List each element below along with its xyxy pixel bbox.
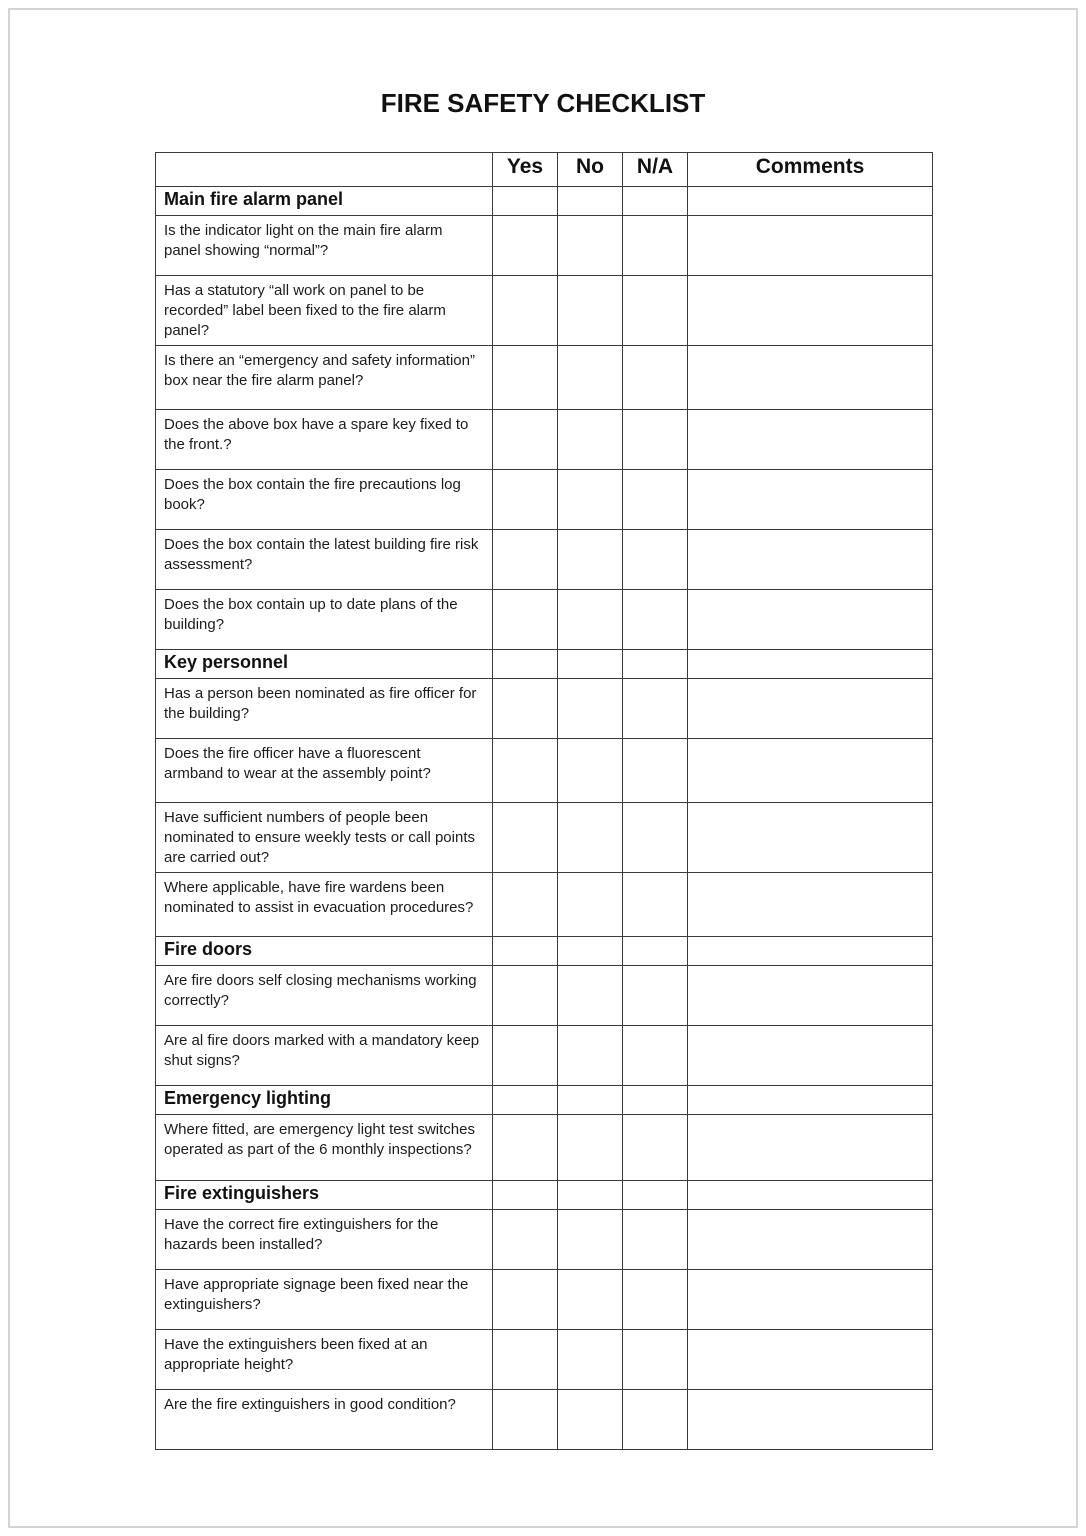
yes-cell (493, 1115, 558, 1181)
question-text: Is the indicator light on the main fire alarm panel showing “normal”? (156, 216, 493, 276)
na-cell (623, 873, 688, 937)
column-header-no: No (558, 153, 623, 187)
yes-cell (493, 1026, 558, 1086)
no-cell (558, 216, 623, 276)
no-cell (558, 739, 623, 803)
table-row (156, 739, 933, 803)
question-text: Has a person been nominated as fire officer for the building? (156, 679, 493, 739)
no-cell (558, 470, 623, 530)
yes-cell (493, 1181, 558, 1210)
comments-cell (688, 1270, 933, 1330)
yes-cell (493, 1330, 558, 1390)
comments-cell (688, 679, 933, 739)
table-row (156, 966, 933, 1026)
question-text: Where fitted, are emergency light test switches operated as part of the 6 monthly inspections? (156, 1115, 493, 1181)
yes-cell (493, 739, 558, 803)
section-header-row (156, 187, 933, 216)
na-cell (623, 346, 688, 410)
no-cell (558, 187, 623, 216)
table-row (156, 276, 933, 346)
question-text: Does the box contain the latest building fire risk assessment? (156, 530, 493, 590)
na-cell (623, 1210, 688, 1270)
column-header-comments: Comments (688, 153, 933, 187)
na-cell (623, 1115, 688, 1181)
table-row (156, 470, 933, 530)
table-row (156, 1026, 933, 1086)
section-title: Fire extinguishers (156, 1181, 493, 1210)
no-cell (558, 650, 623, 679)
table-row (156, 679, 933, 739)
no-cell (558, 1181, 623, 1210)
comments-cell (688, 276, 933, 346)
question-text: Does the box contain the fire precautions log book? (156, 470, 493, 530)
na-cell (623, 1181, 688, 1210)
yes-cell (493, 530, 558, 590)
na-cell (623, 1026, 688, 1086)
section-header-row (156, 650, 933, 679)
no-cell (558, 803, 623, 873)
no-cell (558, 1330, 623, 1390)
question-text: Have the extinguishers been fixed at an appropriate height? (156, 1330, 493, 1390)
page-title: FIRE SAFETY CHECKLIST (380, 88, 706, 118)
no-cell (558, 530, 623, 590)
question-text: Have the correct fire extinguishers for the hazards been installed? (156, 1210, 493, 1270)
yes-cell (493, 966, 558, 1026)
question-text: Is there an “emergency and safety information” box near the fire alarm panel? (156, 346, 493, 410)
na-cell (623, 803, 688, 873)
na-cell (623, 1270, 688, 1330)
comments-cell (688, 1330, 933, 1390)
yes-cell (493, 1270, 558, 1330)
yes-cell (493, 187, 558, 216)
table-row (156, 530, 933, 590)
comments-cell (688, 1210, 933, 1270)
yes-cell (493, 937, 558, 966)
comments-cell (688, 650, 933, 679)
section-title: Main fire alarm panel (156, 187, 493, 216)
table-header-row (156, 153, 933, 187)
comments-cell (688, 739, 933, 803)
yes-cell (493, 650, 558, 679)
column-header-question (156, 153, 493, 187)
no-cell (558, 276, 623, 346)
table-row (156, 1330, 933, 1390)
no-cell (558, 679, 623, 739)
comments-cell (688, 873, 933, 937)
no-cell (558, 1210, 623, 1270)
yes-cell (493, 803, 558, 873)
comments-cell (688, 937, 933, 966)
no-cell (558, 1026, 623, 1086)
yes-cell (493, 1210, 558, 1270)
comments-cell (688, 1115, 933, 1181)
na-cell (623, 1330, 688, 1390)
question-text: Does the above box have a spare key fixed to the front.? (156, 410, 493, 470)
table-row (156, 803, 933, 873)
yes-cell (493, 679, 558, 739)
column-header-yes: Yes (493, 153, 558, 187)
comments-cell (688, 530, 933, 590)
checklist-table (155, 152, 933, 1450)
na-cell (623, 187, 688, 216)
yes-cell (493, 1390, 558, 1450)
na-cell (623, 530, 688, 590)
column-header-na: N/A (623, 153, 688, 187)
na-cell (623, 966, 688, 1026)
table-row (156, 873, 933, 937)
yes-cell (493, 410, 558, 470)
no-cell (558, 410, 623, 470)
na-cell (623, 739, 688, 803)
na-cell (623, 650, 688, 679)
no-cell (558, 590, 623, 650)
no-cell (558, 1270, 623, 1330)
no-cell (558, 346, 623, 410)
no-cell (558, 1086, 623, 1115)
section-header-row (156, 1181, 933, 1210)
table-row (156, 216, 933, 276)
comments-cell (688, 1086, 933, 1115)
table-row (156, 410, 933, 470)
comments-cell (688, 410, 933, 470)
na-cell (623, 276, 688, 346)
question-text: Are fire doors self closing mechanisms working correctly? (156, 966, 493, 1026)
table-row (156, 346, 933, 410)
comments-cell (688, 216, 933, 276)
checklist-table-container (155, 152, 933, 1450)
na-cell (623, 1390, 688, 1450)
yes-cell (493, 276, 558, 346)
yes-cell (493, 346, 558, 410)
comments-cell (688, 966, 933, 1026)
table-row (156, 1390, 933, 1450)
comments-cell (688, 1390, 933, 1450)
question-text: Where applicable, have fire wardens been nominated to assist in evacuation procedures? (156, 873, 493, 937)
question-text: Does the box contain up to date plans of the building? (156, 590, 493, 650)
no-cell (558, 966, 623, 1026)
no-cell (558, 1390, 623, 1450)
na-cell (623, 216, 688, 276)
comments-cell (688, 470, 933, 530)
no-cell (558, 937, 623, 966)
question-text: Does the fire officer have a fluorescent armband to wear at the assembly point? (156, 739, 493, 803)
na-cell (623, 590, 688, 650)
question-text: Have sufficient numbers of people been nominated to ensure weekly tests or call points are carried out? (156, 803, 493, 873)
section-title: Key personnel (156, 650, 493, 679)
question-text: Are al fire doors marked with a mandatory keep shut signs? (156, 1026, 493, 1086)
comments-cell (688, 1026, 933, 1086)
yes-cell (493, 470, 558, 530)
comments-cell (688, 590, 933, 650)
table-row (156, 1115, 933, 1181)
yes-cell (493, 873, 558, 937)
table-row (156, 1270, 933, 1330)
yes-cell (493, 590, 558, 650)
section-title: Emergency lighting (156, 1086, 493, 1115)
na-cell (623, 679, 688, 739)
yes-cell (493, 216, 558, 276)
no-cell (558, 1115, 623, 1181)
comments-cell (688, 1181, 933, 1210)
na-cell (623, 470, 688, 530)
question-text: Are the fire extinguishers in good condition? (156, 1390, 493, 1450)
yes-cell (493, 1086, 558, 1115)
na-cell (623, 1086, 688, 1115)
section-header-row (156, 937, 933, 966)
comments-cell (688, 803, 933, 873)
no-cell (558, 873, 623, 937)
question-text: Have appropriate signage been fixed near the extinguishers? (156, 1270, 493, 1330)
comments-cell (688, 346, 933, 410)
na-cell (623, 937, 688, 966)
table-row (156, 590, 933, 650)
comments-cell (688, 187, 933, 216)
table-row (156, 1210, 933, 1270)
question-text: Has a statutory “all work on panel to be recorded” label been fixed to the fire alarm panel? (156, 276, 493, 346)
na-cell (623, 410, 688, 470)
section-header-row (156, 1086, 933, 1115)
section-title: Fire doors (156, 937, 493, 966)
